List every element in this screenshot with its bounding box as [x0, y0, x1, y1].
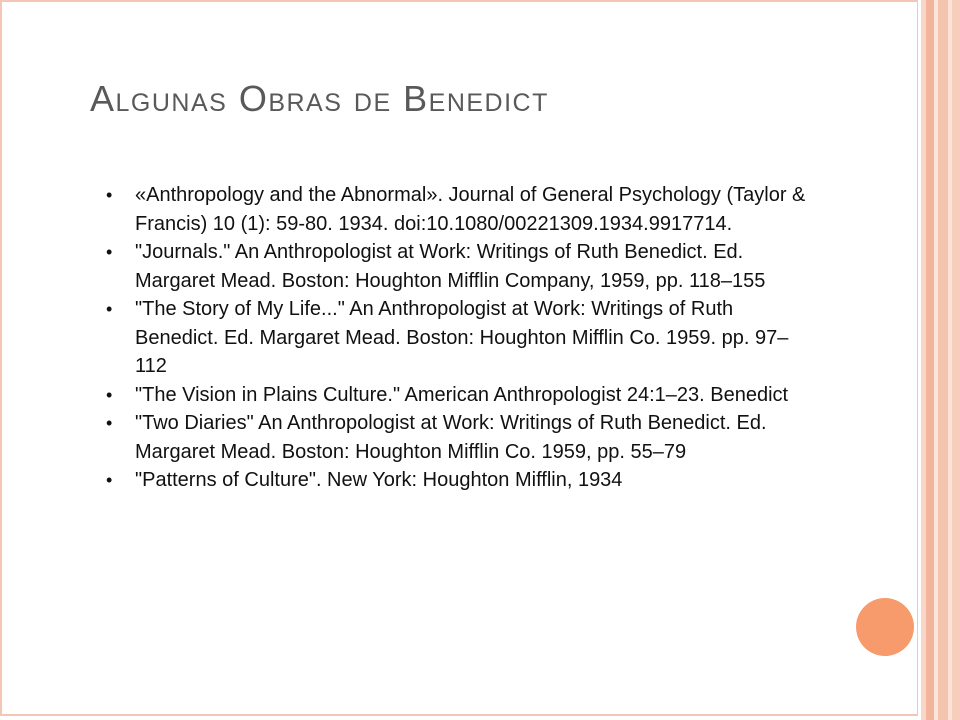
reference-text: "The Vision in Plains Culture." American Anthropologist 24:1–23. Benedict	[135, 383, 789, 406]
list-item	[106, 181, 806, 238]
list-item	[106, 409, 806, 466]
slide-title: Algunas Obras de Benedict	[90, 78, 549, 119]
decorative-circle	[856, 598, 914, 656]
list-item	[106, 295, 806, 381]
decorative-stripe	[926, 0, 934, 720]
reference-text: «Anthropology and the Abnormal». Journal of General Psychology (Taylor & Francis) 10 (1): 59-80. 1934. doi:10.1080/00221309.1934.9917714.	[135, 184, 806, 235]
decorative-stripe	[938, 0, 948, 720]
reference-text: "Patterns of Culture". New York: Houghton Mifflin, 1934	[135, 469, 623, 491]
reference-list	[106, 181, 806, 495]
bullet-icon: •	[106, 413, 113, 433]
bullet-icon: •	[106, 242, 113, 262]
bullet-icon: •	[106, 299, 113, 319]
reference-text: "Two Diaries" An Anthropologist at Work: Writings of Ruth Benedict. Ed. Margaret Mead. Boston: Houghton Mifflin Co. 1959, pp. 55–79	[135, 412, 767, 463]
list-item	[106, 381, 806, 410]
bullet-icon: •	[106, 470, 113, 490]
decorative-stripe	[952, 0, 960, 720]
reference-text: "Journals." An Anthropologist at Work: Writings of Ruth Benedict. Ed. Margaret Mead. Boston: Houghton Mifflin Company, 1959, pp. 118–155	[135, 241, 766, 292]
list-item	[106, 466, 806, 495]
reference-text: "The Story of My Life..." An Anthropologist at Work: Writings of Ruth Benedict. Ed. Margaret Mead. Boston: Houghton Mifflin Co. 1959. pp. 97–112	[135, 298, 789, 377]
bullet-icon: •	[106, 185, 113, 205]
list-item	[106, 238, 806, 295]
bullet-icon: •	[106, 384, 113, 405]
